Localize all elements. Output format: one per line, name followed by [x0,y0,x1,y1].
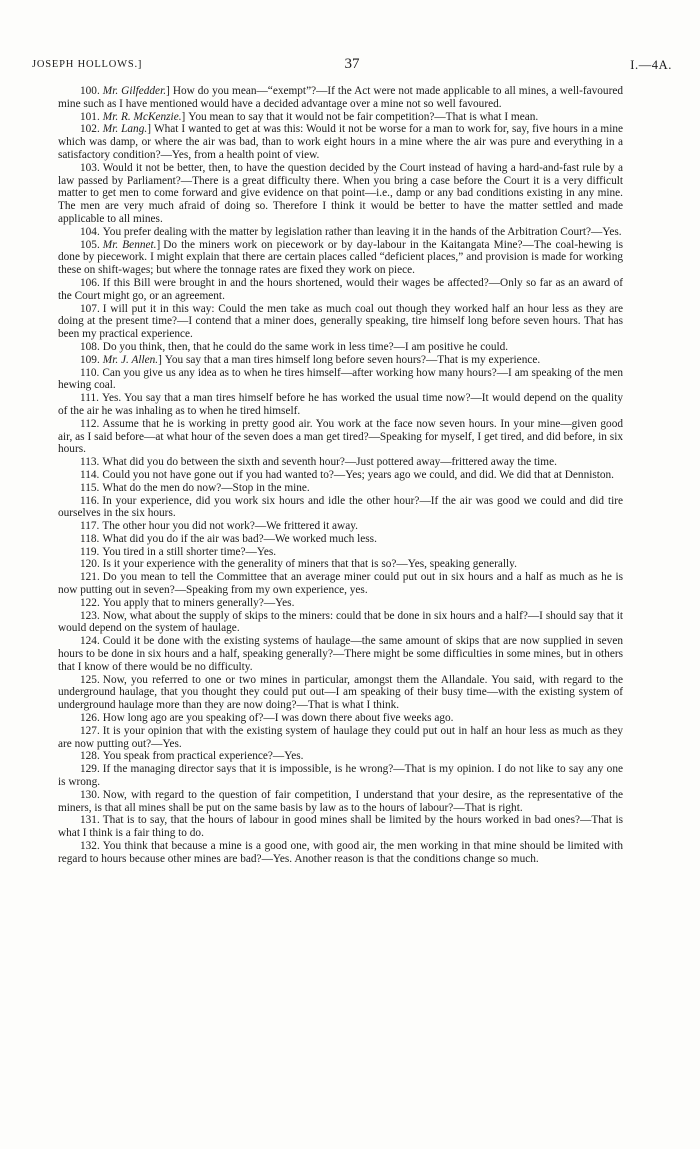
question-number: 120. [80,558,100,571]
testimony-paragraph [58,495,623,521]
question-number: 109. [80,353,100,366]
testimony-paragraph [58,725,623,751]
testimony-paragraph [58,456,623,469]
question-number: 115. [80,481,100,494]
question-answer-text: How do you mean—“exempt”?—If the Act were not made applicable to all mines, a well-favoured mine such as I have mentioned would have a decided advantage over a mine not so well favoured. [58,85,623,110]
testimony-paragraph [58,418,623,456]
question-number: 124. [80,635,100,648]
testimony-paragraph [58,674,623,712]
question-answer-text: Could it be done with the existing systems of haulage—the same amount of skips that are now supplied in seven hours to be done in six hours and a half, speaking generally?—There might be some difficulties in some mines, but in others that I know of there would be no difficulty. [58,635,623,673]
question-answer-text: In your experience, did you work six hours and idle the other hour?—If the air was good we could and did tire ourselves in the six hours. [58,494,623,520]
testimony-paragraph [58,226,623,239]
testimony-paragraph [58,111,623,124]
testimony-paragraph [58,610,623,636]
question-answer-text: Could you not have gone out if you had wanted to?—Yes; years ago we could, and did. We did that at Denniston. [102,468,615,481]
question-number: 100. [80,85,100,97]
question-number: 112. [80,417,100,430]
testimony-paragraph [58,469,623,482]
question-number: 102. [80,123,100,136]
question-answer-text: Yes. You say that a man tires himself before he has worked the usual time now?—It would depend on the quality of the air he was inhaling as to when he tired himself. [58,392,623,417]
question-number: 104. [80,225,100,238]
question-answer-text: I will put it in this way: Could the men take as much coal out though they worked half an hour less as they are doing at the present time?—I contend that a miner does, generally speaking, tire himself long before seven hours. That has been my practical experience. [58,302,623,341]
question-number: 103. [80,161,100,174]
question-number: 111. [80,392,99,405]
question-number: 131. [80,814,100,827]
testimony-paragraph [58,712,623,725]
question-answer-text: The other hour you did not work?—We frittered it away. [102,520,358,533]
question-answer-text: Now, you referred to one or two mines in particular, amongst them the Allandale. You said, with regard to the underground haulage, that you thought they could put out—I am speaking of their busy time—with the existing system of underground haulage more than they are now doing?—That is what I think. [58,673,623,712]
testimony-paragraph [58,635,623,673]
question-answer-text: You apply that to miners generally?—Yes. [102,596,295,609]
question-number: 108. [80,340,100,353]
testimony-paragraph [58,341,623,354]
question-answer-text: What did you do if the air was bad?—We worked much less. [102,532,377,545]
question-answer-text: Do you think, then, that he could do the same work in less time?—I am positive he could. [102,340,509,353]
question-answer-text: You think that because a mine is a good one, with good air, the men working in that mine should be limited with regard to hours because other mines are bad?—Yes. Another reason is that the conditions change so much. [58,840,623,865]
question-answer-text: If this Bill were brought in and the hours shortened, would their wages be affected?—Only so far as an award of the Court might go, or an agreement. [58,276,623,302]
testimony-paragraph [58,597,623,610]
testimony-paragraph [58,789,623,815]
testimony-paragraph [58,239,623,277]
question-answer-text: You mean to say that it would not be fair competition?—That is what I mean. [188,110,539,123]
speaker-label: Mr. Bennet.] [102,238,161,251]
question-number: 118. [80,532,100,545]
question-answer-text: You tired in a still shorter time?—Yes. [102,545,277,558]
testimony-paragraph [58,546,623,559]
question-answer-text: You say that a man tires himself long before seven hours?—That is my experience. [164,353,541,366]
testimony-paragraph [58,814,623,840]
testimony-paragraph [58,571,623,597]
testimony-paragraph [58,277,623,303]
question-answer-text: Now, with regard to the question of fair competition, I understand that your desire, as the representative of the miners, is that all mines shall be put on the same basis by law as to the hours of labour?—That is right. [58,788,623,814]
question-answer-text: It is your opinion that with the existing system of haulage they could put out in half an hour less as much as they are now putting out?—Yes. [58,724,623,750]
testimony-paragraph [58,367,623,393]
testimony-paragraph [58,520,623,533]
speaker-label: Mr. Lang.] [102,123,151,136]
question-number: 132. [80,840,100,853]
testimony-paragraph [58,482,623,495]
question-number: 116. [80,494,100,507]
question-answer-text: Now, what about the supply of skips to the miners: could that be done in six hours and a half?—I should say that it would depend on the system of haulage. [58,609,623,635]
question-answer-text: Can you give us any idea as to when he tires himself—after working how many hours?—I am speaking of the men hewing coal. [58,366,623,392]
evidence-body [58,85,623,866]
speaker-label: Mr. J. Allen.] [102,353,162,366]
question-number: 119. [80,545,100,558]
testimony-paragraph [58,354,623,367]
question-number: 129. [80,763,100,776]
page-number: 37 [344,56,360,72]
question-answer-text: You speak from practical experience?—Yes. [102,750,304,763]
question-number: 117. [80,520,100,533]
question-answer-text: Would it not be better, then, to have the question decided by the Court instead of having a hard-and-fast rule by a law passed by Parliament?—There is a great difficulty there. When you bring a case before the Court it is a very difficult matter to get men to come forward and give evidence on that point—i.e., damp or any bad conditions existing in any mine. The men are very much afraid of doing so. Therefore I think it would be better to have the matter settled and made applicable to all mines. [58,161,623,225]
testimony-paragraph [58,750,623,763]
question-answer-text: You prefer dealing with the matter by legislation rather than leaving it in the hands of the Arbitration Court?—Yes. [102,225,622,238]
question-number: 123. [80,609,100,622]
testimony-paragraph [58,162,623,226]
question-answer-text: Do the miners work on piecework or by day-labour in the Kaitangata Mine?—The coal-hewing is done by piecework. I might explain that there are certain places called “deficient places,” and provision is made for working these on shift-wages; but where the tonnage rates are fixed they work on piece. [58,238,623,277]
question-answer-text: If the managing director says that it is impossible, is he wrong?—That is my opinion. I do not like to say any one is wrong. [58,763,623,789]
question-number: 122. [80,596,100,609]
running-head-witness: JOSEPH HOLLOWS.] [32,59,143,70]
testimony-paragraph [58,123,623,161]
question-number: 121. [80,571,100,584]
question-number: 126. [80,712,100,725]
paper-reference: I.—4A. [630,58,672,72]
testimony-paragraph [58,558,623,571]
question-answer-text: Is it your experience with the generality of miners that that is so?—Yes, speaking generally. [102,558,517,571]
testimony-paragraph [58,533,623,546]
testimony-paragraph [58,840,623,866]
question-answer-text: How long ago are you speaking of?—I was down there about five weeks ago. [102,712,454,725]
testimony-paragraph [58,303,623,341]
question-number: 128. [80,750,100,763]
question-number: 101. [80,110,100,123]
testimony-paragraph [58,763,623,789]
testimony-paragraph [58,85,623,111]
question-number: 127. [80,724,100,737]
speaker-label: Mr. R. McKenzie.] [102,110,186,123]
question-answer-text: Do you mean to tell the Committee that an average miner could put out in six hours and a half as much as he is now putting out in seven?—Speaking from my own experience, yes. [58,571,623,597]
question-answer-text: What do the men do now?—Stop in the mine. [102,481,310,494]
testimony-paragraph [58,392,623,418]
question-number: 130. [80,788,100,801]
question-answer-text: What did you do between the sixth and seventh hour?—Just pottered away—frittered away the time. [102,456,557,469]
question-number: 105. [80,238,100,251]
question-number: 114. [80,468,100,481]
page-header [32,56,672,76]
question-answer-text: What I wanted to get at was this: Would it not be worse for a man to work for, say, five hours in a mine which was damp, or where the air was bad, than to work eight hours in a mine where the air was pure and everything in a satisfactory condition?—Yes, from a health point of view. [58,123,624,161]
question-number: 125. [80,673,100,686]
question-answer-text: Assume that he is working in pretty good air. You work at the face now seven hours. In your mine—given good air, as I said before—at what hour of the seven does a man get tired?—Speaking for myself, I get tired, and did before, in six hours. [58,417,623,456]
question-number: 113. [80,456,100,469]
question-number: 107. [80,302,100,315]
question-number: 110. [80,366,100,379]
question-answer-text: That is to say, that the hours of labour in good mines shall be limited by the hours worked in bad ones?—That is what I think is a fair thing to do. [58,814,623,840]
question-number: 106. [80,276,100,289]
speaker-label: Mr. Gilfedder.] [102,85,170,97]
